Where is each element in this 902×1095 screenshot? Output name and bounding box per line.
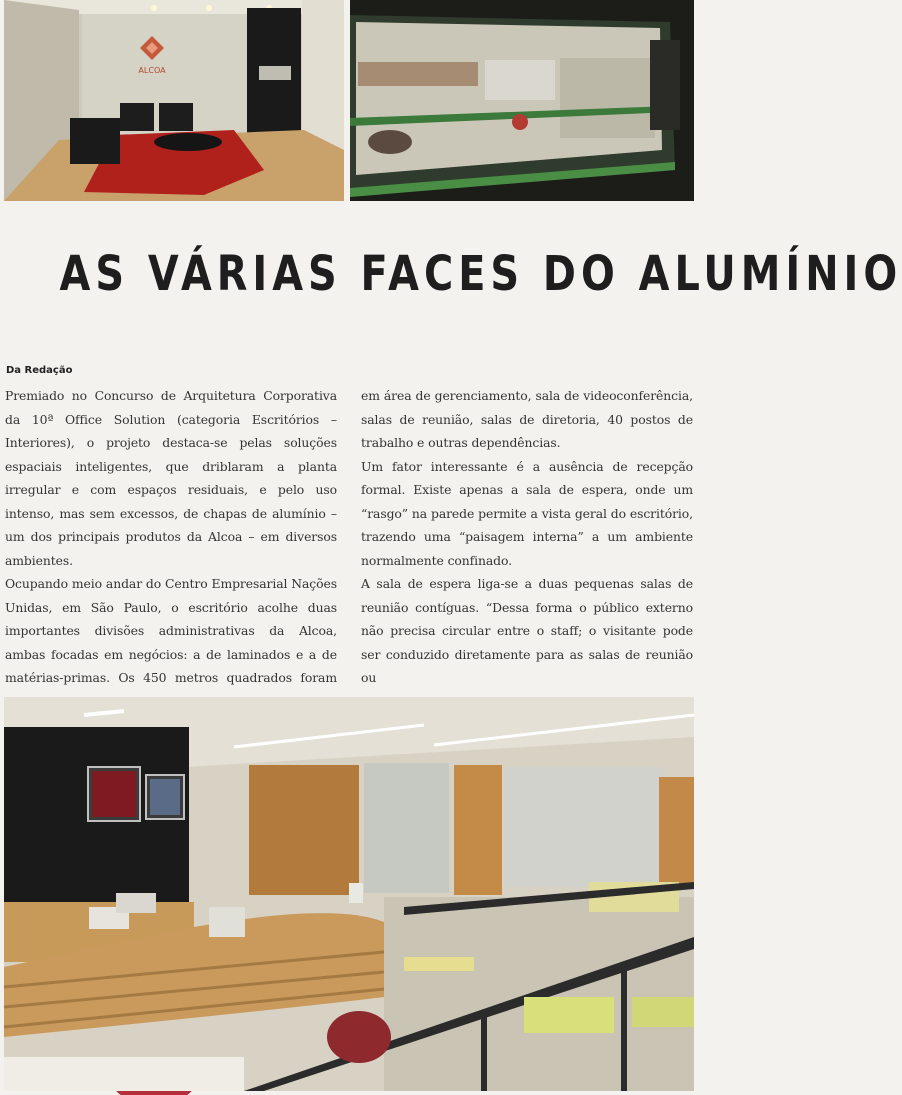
article-paragraph: em área de gerenciamento, sala de videoconferência, salas de reunião, salas de diretoria, 40 postos de trabalho e outras dependências. [361,388,693,450]
window-photo [350,0,694,201]
office-illustration [4,697,694,1091]
article-paragraph: Premiado no Concurso de Arquitetura Corporativa da 10ª Office Solution (categoria Escritórios – Interiores), o projeto destaca-se pelas soluções espaciais inteligentes, que driblaram a planta irregular e com espaços residuais, e pelo uso intenso, mas sem excessos, de chapas de alumínio – um dos principais produtos da Alcoa – em diversos ambientes. [5,388,337,568]
article-paragraph: A sala de espera liga-se a duas pequenas salas de reunião contíguas. “Dessa forma o público externo não precisa circular entre o staff; o visitante pode ser conduzido diretamente para as salas de reunião ou [361,576,693,685]
article-paragraph: Um fator interessante é a ausência de recepção formal. Existe apenas a sala de espera, onde um “rasgo” na parede permite a vista geral do escritório, trazendo uma “paisagem interna” a um ambiente normalmente confinado. [361,458,693,568]
lobby-illustration [4,0,344,201]
article-column-left [5,384,337,713]
article-title: AS VÁRIAS FACES DO ALUMÍNIO [59,246,902,302]
article-byline: Da Redação [6,365,73,376]
office-photo [4,697,694,1091]
article-paragraph: Ocupando meio andar do Centro Empresarial Nações Unidas, em São Paulo, o escritório acolhe duas importantes divisões administrativas da Alcoa, ambas focadas em negócios: a de laminados e a de matérias-primas. Os 450 metros quadrados foram [5,576,337,685]
window-illustration [350,0,694,201]
article-column-right [361,384,693,690]
lobby-photo [4,0,344,201]
alcoa-sign: ALCOA [138,66,166,75]
